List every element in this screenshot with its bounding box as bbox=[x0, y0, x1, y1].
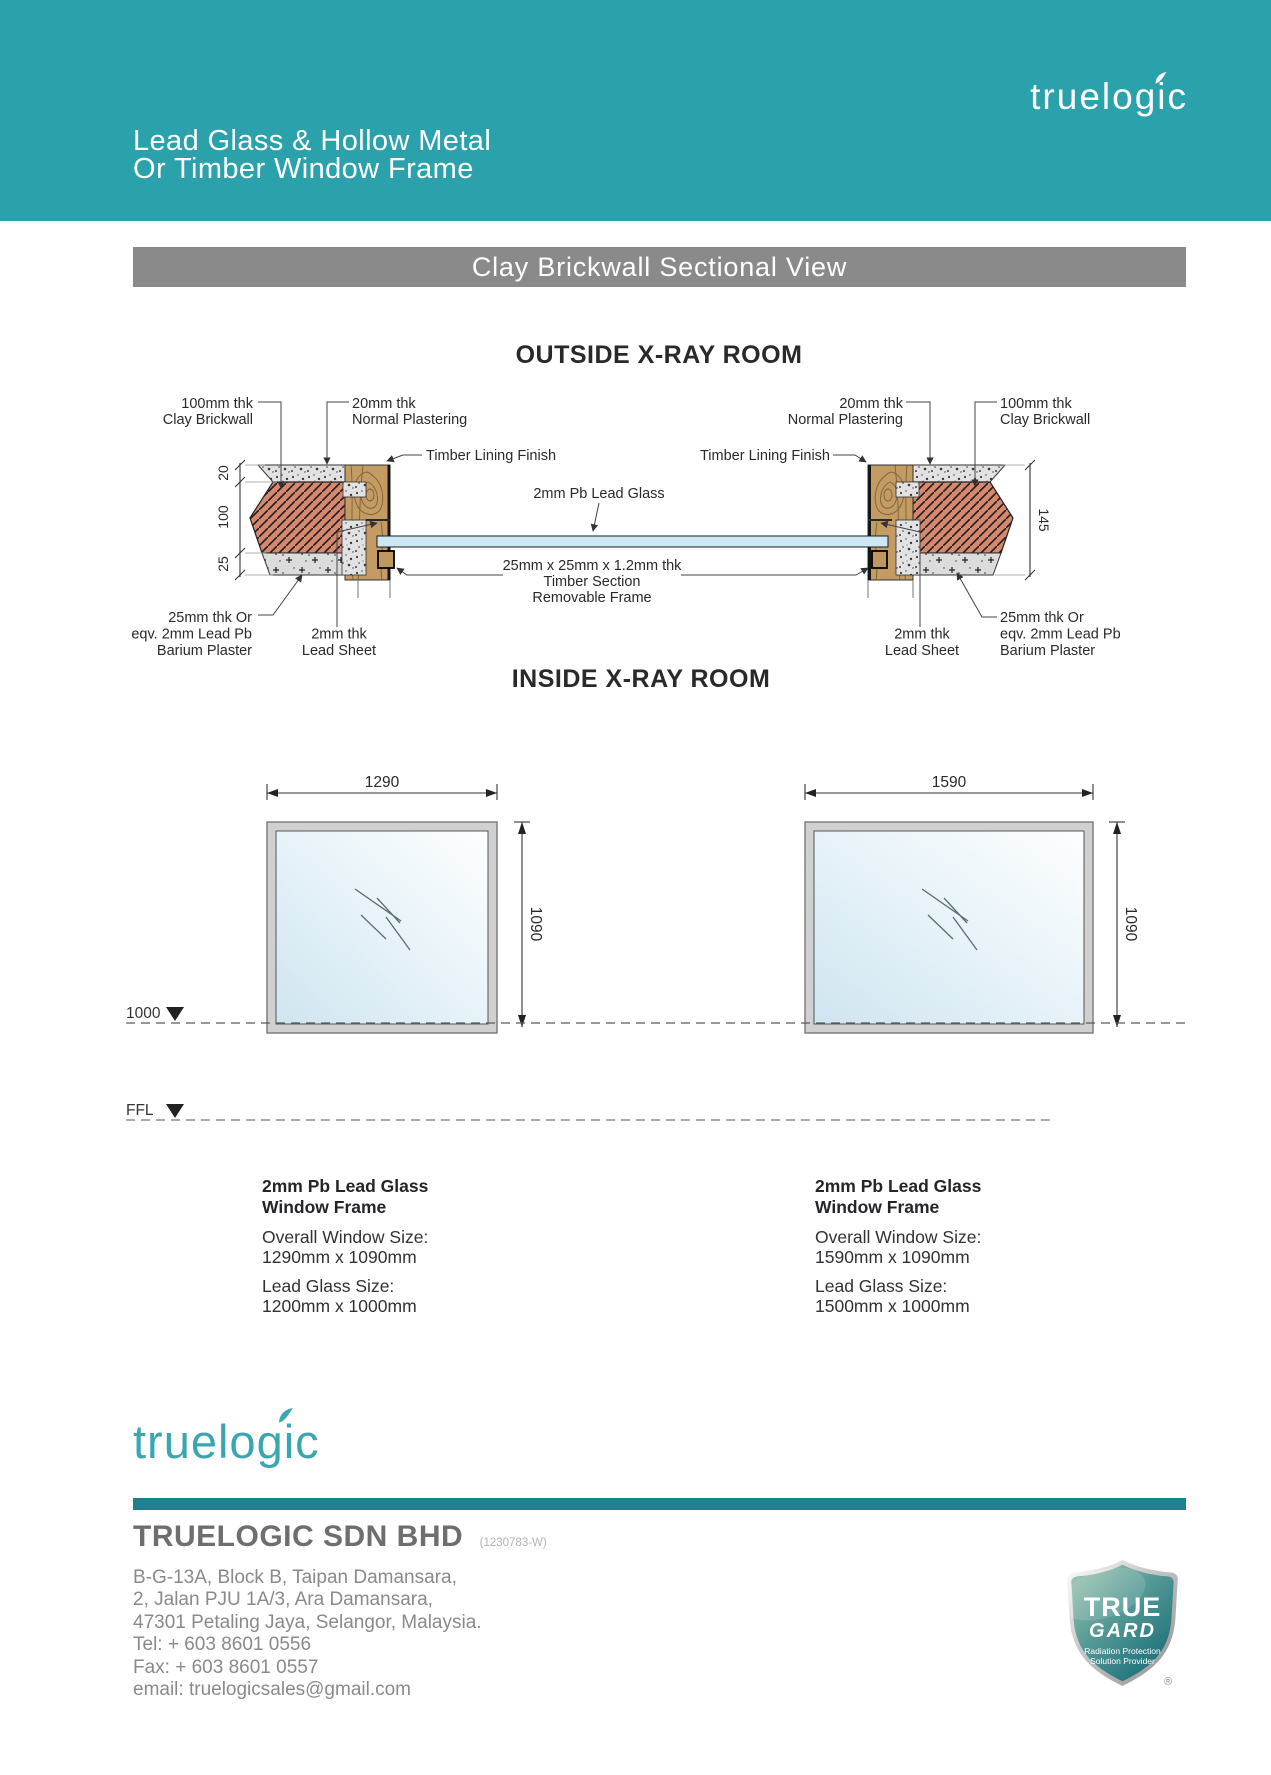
right-barium-layer bbox=[913, 553, 1001, 575]
address-line: Fax: + 603 8601 0557 bbox=[133, 1656, 319, 1678]
window-elevation-diagram bbox=[100, 770, 1185, 1140]
right-brick-layer bbox=[913, 482, 1013, 553]
dim-145: 145 bbox=[1036, 508, 1052, 532]
dim-20: 20 bbox=[215, 465, 231, 481]
left-barium-layer bbox=[262, 553, 345, 575]
left-brick-layer bbox=[250, 482, 345, 553]
window-2-height-value: 1090 bbox=[1122, 906, 1139, 942]
registered-mark: ® bbox=[1164, 1676, 1173, 1688]
left-wall-section bbox=[250, 465, 390, 598]
spec-title-line2: Window Frame bbox=[262, 1197, 387, 1217]
level-1000-label: 1000 bbox=[126, 1005, 161, 1022]
inside-xray-room-heading: INSIDE X-RAY ROOM bbox=[511, 665, 771, 690]
label-lead-sheet-right-1: 2mm thk bbox=[894, 626, 950, 643]
left-removable-frame-block bbox=[378, 551, 394, 568]
arrow-left-icon bbox=[267, 789, 278, 797]
spec-title-line2: Window Frame bbox=[815, 1197, 940, 1217]
company-address bbox=[133, 1567, 482, 1701]
window-1-width-value: 1290 bbox=[364, 774, 400, 791]
label-brickwall-right-2: Clay Brickwall bbox=[1000, 412, 1091, 428]
glass-size-label: Lead Glass Size: bbox=[815, 1276, 948, 1296]
lead-glass-pane-section bbox=[377, 536, 888, 547]
arrow-down-icon bbox=[518, 1015, 526, 1027]
outside-xray-room-heading: OUTSIDE X-RAY ROOM bbox=[515, 341, 803, 369]
left-plaster-layer bbox=[258, 465, 345, 482]
section-title-bar bbox=[133, 247, 1186, 287]
spec-title-line1: 2mm Pb Lead Glass bbox=[262, 1176, 429, 1196]
window-2-spec bbox=[815, 1176, 1075, 1316]
glass-size-value: 1500mm x 1000mm bbox=[815, 1296, 970, 1316]
truelogic-logo-footer bbox=[133, 1414, 320, 1469]
truelogic-logo-header bbox=[1030, 76, 1188, 118]
label-lead-sheet-left-1: 2mm thk bbox=[311, 626, 367, 643]
truegard-badge bbox=[1061, 1558, 1186, 1692]
label-plaster-left-1: 20mm thk bbox=[352, 396, 416, 412]
arrow-up-icon bbox=[518, 822, 526, 834]
label-lead-sheet-right-2: Lead Sheet bbox=[884, 643, 960, 659]
badge-gard-text: GARD bbox=[1089, 1620, 1156, 1642]
right-plaster-jamb-lower bbox=[896, 520, 920, 575]
arrow-down-icon bbox=[1113, 1015, 1121, 1027]
footer-divider-bar bbox=[133, 1498, 1186, 1510]
label-barium-left-1: 25mm thk Or bbox=[168, 610, 252, 626]
overall-size-label: Overall Window Size: bbox=[262, 1227, 429, 1247]
right-wall-section bbox=[868, 465, 1013, 598]
label-plaster-left-2: Normal Plastering bbox=[352, 412, 468, 428]
page-title-line2: Or Timber Window Frame bbox=[133, 153, 474, 185]
label-timber-section-2: Timber Section bbox=[543, 574, 641, 590]
right-plaster-layer bbox=[913, 465, 1005, 482]
label-timber-lining-left: Timber Lining Finish bbox=[426, 448, 557, 464]
glass-size-label: Lead Glass Size: bbox=[262, 1276, 395, 1296]
level-ffl-label: FFL bbox=[126, 1102, 154, 1119]
page-title-line1: Lead Glass & Hollow Metal bbox=[133, 125, 492, 157]
label-brickwall-left-1: 100mm thk bbox=[181, 396, 253, 412]
arrow-right-icon bbox=[486, 789, 497, 797]
level-marker-triangle-icon bbox=[166, 1104, 184, 1118]
address-line: B-G-13A, Block B, Taipan Damansara, bbox=[133, 1567, 457, 1588]
dim-25: 25 bbox=[215, 556, 231, 572]
badge-tagline-1: Radiation Protection bbox=[1084, 1646, 1161, 1656]
overall-size-value: 1590mm x 1090mm bbox=[815, 1247, 970, 1267]
overall-size-label: Overall Window Size: bbox=[815, 1227, 982, 1247]
arrow-left-icon bbox=[805, 789, 816, 797]
address-line: email: truelogicsales@gmail.com bbox=[133, 1679, 411, 1701]
right-removable-frame-block bbox=[872, 551, 887, 568]
dim-100: 100 bbox=[215, 505, 231, 529]
label-plaster-right-1: 20mm thk bbox=[839, 396, 903, 412]
label-timber-lining-right: Timber Lining Finish bbox=[699, 448, 830, 464]
label-barium-right-1: 25mm thk Or bbox=[1000, 610, 1084, 626]
address-line: 2, Jalan PJU 1A/3, Ara Damansara, bbox=[133, 1589, 433, 1611]
header-banner bbox=[0, 0, 1271, 221]
label-brickwall-left-2: Clay Brickwall bbox=[162, 412, 253, 428]
window-2 bbox=[805, 822, 1093, 1033]
glass-size-value: 1200mm x 1000mm bbox=[262, 1296, 417, 1316]
label-timber-section-3: Removable Frame bbox=[532, 590, 652, 606]
arrow-up-icon bbox=[1113, 822, 1121, 834]
label-barium-right-3: Barium Plaster bbox=[1000, 643, 1096, 659]
badge-true-text: TRUE bbox=[1083, 1592, 1162, 1622]
right-plaster-jamb-upper bbox=[896, 482, 919, 497]
window-1-height-value: 1090 bbox=[527, 906, 544, 942]
page-title bbox=[133, 127, 491, 183]
label-barium-left-2: eqv. 2mm Lead Pb bbox=[131, 626, 252, 643]
label-barium-left-3: Barium Plaster bbox=[156, 643, 252, 659]
logo-leaf-icon bbox=[1154, 72, 1167, 85]
label-plaster-right-2: Normal Plastering bbox=[787, 412, 903, 428]
level-marker-triangle-icon bbox=[166, 1007, 184, 1021]
sectional-view-diagram bbox=[115, 330, 1155, 690]
window-1 bbox=[267, 822, 497, 1033]
truelogic-logo-text: truelogic bbox=[1030, 76, 1188, 117]
window-1-glass bbox=[276, 831, 488, 1024]
address-line: 47301 Petaling Jaya, Selangor, Malaysia. bbox=[133, 1611, 482, 1633]
label-lead-glass: 2mm Pb Lead Glass bbox=[533, 486, 665, 502]
spec-title-line1: 2mm Pb Lead Glass bbox=[815, 1176, 982, 1196]
logo-leaf-icon bbox=[277, 1408, 294, 1425]
label-timber-section-1: 25mm x 25mm x 1.2mm thk bbox=[502, 558, 682, 574]
company-reg-no: (1230783-W) bbox=[479, 1537, 547, 1549]
left-plaster-jamb-upper bbox=[343, 482, 366, 497]
label-lead-sheet-left-2: Lead Sheet bbox=[301, 643, 377, 659]
label-barium-right-2: eqv. 2mm Lead Pb bbox=[1000, 626, 1121, 643]
company-row bbox=[133, 1520, 547, 1554]
overall-size-value: 1290mm x 1090mm bbox=[262, 1247, 417, 1267]
address-line: Tel: + 603 8601 0556 bbox=[133, 1634, 312, 1656]
window-2-glass bbox=[814, 831, 1084, 1024]
section-title: Clay Brickwall Sectional View bbox=[471, 252, 848, 282]
badge-tagline-2: Solution Provider bbox=[1090, 1656, 1155, 1666]
company-name: TRUELOGIC SDN BHD bbox=[133, 1520, 464, 1553]
window-1-spec bbox=[262, 1176, 522, 1316]
truelogic-logo-text: truelogic bbox=[133, 1415, 320, 1468]
label-brickwall-right-1: 100mm thk bbox=[1000, 396, 1072, 412]
window-2-width-value: 1590 bbox=[931, 774, 967, 791]
arrow-right-icon bbox=[1082, 789, 1093, 797]
